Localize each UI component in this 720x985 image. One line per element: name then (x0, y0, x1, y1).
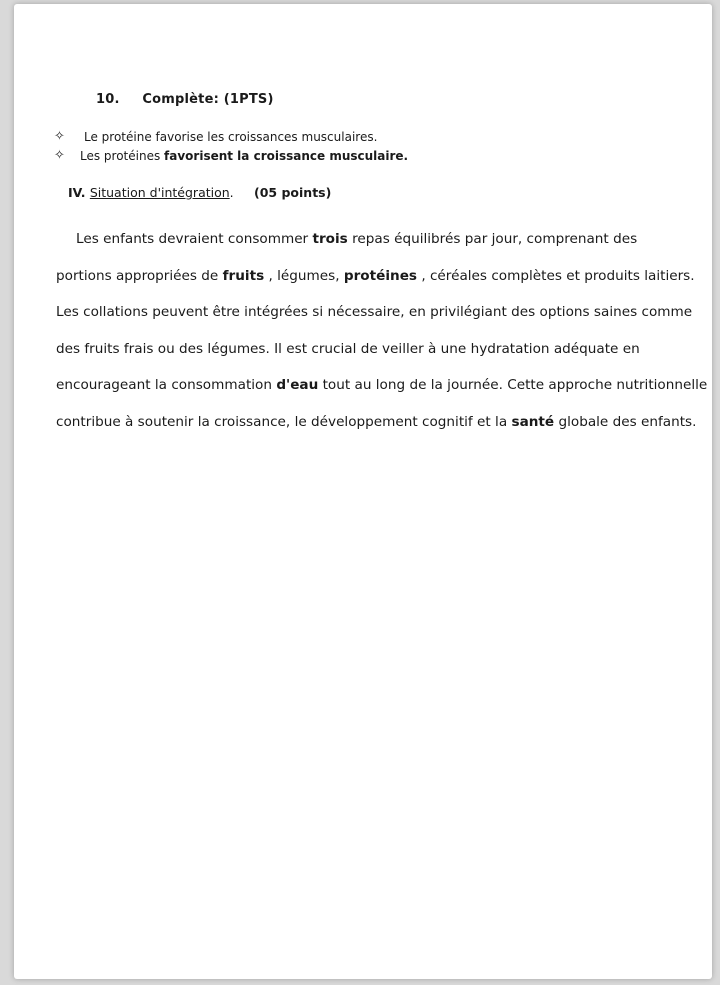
section-title: Situation d'intégration (89, 185, 230, 200)
list-item (54, 146, 408, 165)
paragraph-line (56, 337, 696, 374)
text-run: Les enfants devraient consommer (76, 231, 313, 247)
integration-paragraph (56, 227, 708, 447)
question-heading (96, 92, 274, 107)
answer-list (54, 127, 408, 165)
star-bullet-icon: ✧ (54, 148, 65, 163)
list-item-bold: favorisent la croissance musculaire. (164, 148, 409, 163)
question-title: Complète: (1PTS) (142, 92, 274, 107)
text-run: globale des enfants. (554, 413, 697, 430)
bold-word: protéines (343, 267, 417, 284)
text-run: des fruits frais ou des légumes. Il est crucial de veiller à une hydratation adéquate en (56, 340, 640, 357)
bold-word: fruits (222, 267, 265, 284)
question-number: 10. (96, 92, 120, 107)
list-item-text: Le protéine favorise les croissances musculaires. (84, 129, 378, 144)
document-page (14, 4, 712, 979)
star-bullet-icon: ✧ (54, 129, 65, 144)
paragraph-line (56, 264, 696, 301)
text-run: Les collations peuvent être intégrées si nécessaire, en privilégiant des options saines comme (56, 304, 693, 321)
section-punct: . (229, 185, 234, 200)
list-item-prefix: Les protéines (80, 148, 165, 163)
text-run: tout au long de la journée. Cette approche nutritionnelle (318, 377, 708, 394)
paragraph-line (56, 410, 696, 447)
section-number: IV. (68, 185, 86, 200)
text-run: portions appropriées de (56, 267, 223, 284)
list-item-text (80, 149, 408, 163)
paragraph-line (56, 373, 708, 410)
text-run: , légumes, (264, 267, 344, 284)
text-run: repas équilibrés par jour, comprenant des (347, 231, 638, 247)
paragraph-line (56, 227, 696, 264)
bold-word: trois (312, 231, 348, 247)
bold-word: santé (511, 413, 555, 430)
section-heading (68, 185, 331, 200)
text-run: , céréales complètes et produits laitiers. (417, 267, 695, 284)
text-run: encourageant la consommation (56, 377, 277, 394)
list-item (54, 127, 408, 146)
paragraph-line (56, 300, 696, 337)
section-points: (05 points) (254, 185, 332, 200)
bold-word: d'eau (276, 377, 319, 394)
text-run: contribue à soutenir la croissance, le développement cognitif et la (56, 413, 512, 430)
